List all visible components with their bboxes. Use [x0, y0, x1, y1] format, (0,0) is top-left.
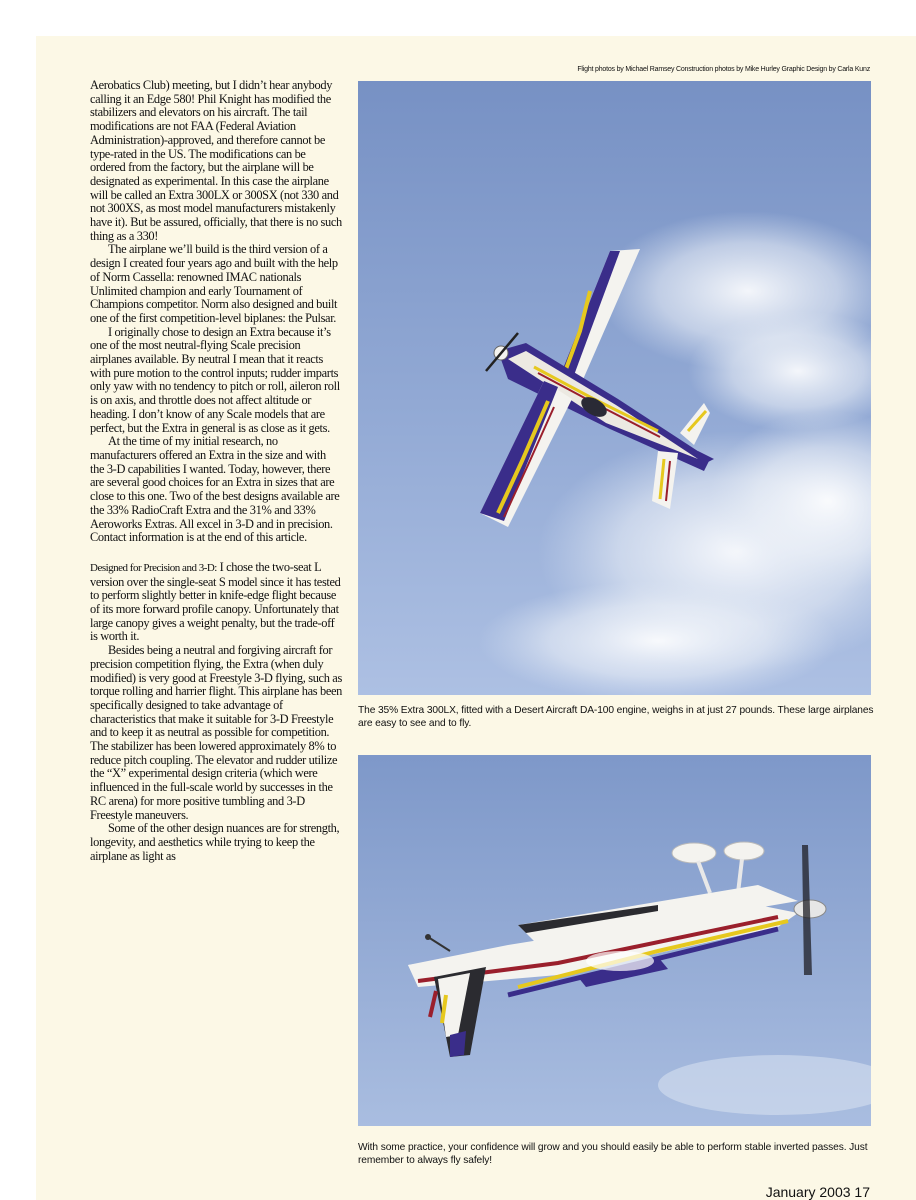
article-paragraph: I originally chose to design an Extra because it’s one of the most neutral-flying Scale precision airplanes available. By neutral I mean that it reacts with pure motion to the control inputs; rudder imparts only yaw with no tendency to pitch or roll, aileron roll is on axis, and throttle does not affect altitude or heading. I don’t know of any Scale models that are perfect, but the Extra in general is as close as it gets. — [90, 324, 340, 435]
article-paragraph: Aerobatics Club) meeting, but I didn’t hear anybody calling it an Edge 580! Phil Knight has modified the stabilizers and elevators on his aircraft. The tail modifications are not FAA (Federal Aviation Administration)-approved, and therefore cannot be type-rated in the US. The modifications can be ordered from the factory, but the airplane will be designated as experimental. In this case the airplane will be called an Extra 300LX or 300SX (not 330 and not 300XS, as most model manufacturers mistakenly have it). But be assured, officially, that there is no such thing as a 330! — [90, 78, 342, 243]
photo-caption: With some practice, your confidence will grow and you should easily be able to perform stable inverted passes. Just remember to always fly safely! — [358, 1142, 868, 1166]
article-paragraph: At the time of my initial research, no manufacturers offered an Extra in the size and with the 3-D capabilities I wanted. Today, however, there are several good choices for an Extra in sizes that are close to this one. Two of the best designs available are the 33% RadioCraft Extra and the 31% and 33% Aeroworks Extras. All excel in 3-D and in precision. Contact information is at the end of this article. — [90, 434, 340, 545]
issue-date: January 2003 — [765, 1184, 851, 1200]
article-column — [90, 79, 342, 863]
airplane-inverted-illustration — [358, 755, 871, 1126]
section-heading: Designed for Precision and 3-D: — [90, 561, 217, 574]
article-paragraph: Some of the other design nuances are for strength, longevity, and aesthetics while trying to keep the airplane as light as — [90, 821, 340, 863]
section-text: I chose the two-seat L version over the single-seat S model since it has tested to perform slightly better in knife-edge flight because of its more forward profile canopy. Unfortunately that large canopy gives a weight penalty, but the trade-off is worth it. — [90, 559, 341, 644]
airplane-climbing-illustration — [358, 81, 871, 695]
photo-airplane-climbing — [358, 81, 871, 695]
article-paragraph: Besides being a neutral and forgiving aircraft for precision competition flying, the Extra (when duly modified) is very good at Freestyle 3-D flying, such as torque rolling and harrier flight. This airplane has been specifically designed to take advantage of characteristics that make it suitable for 3-D Freestyle and to keep it as neutral as possible for competition. The stabilizer has been lowered approximately 8% to reduce pitch coupling. The elevator and rudder utilize the “X” experimental design criteria (which were influenced in the full-scale world by successes in the RC arena) for more positive tumbling and 3-D Freestyle maneuvers. — [90, 643, 342, 822]
photo-airplane-inverted — [358, 755, 871, 1126]
photo-caption: The 35% Extra 300LX, fitted with a Desert Aircraft DA-100 engine, weighs in at just 27 pounds. These large airplanes are easy to see and to fly. — [358, 705, 874, 729]
section-paragraph — [90, 561, 342, 644]
page-number: 17 — [854, 1184, 870, 1200]
article-paragraph: The airplane we’ll build is the third version of a design I created four years ago and built with the help of Norm Cassella: renowned IMAC nationals Unlimited champion and early Tournament of Champions competitor. Norm also designed and built one of the first competition-level biplanes: the Pulsar. — [90, 242, 338, 325]
photo-credits: Flight photos by Michael Ramsey Construction photos by Mike Hurley Graphic Design by Carla Kunz — [577, 66, 870, 73]
page-footer — [766, 1184, 870, 1200]
